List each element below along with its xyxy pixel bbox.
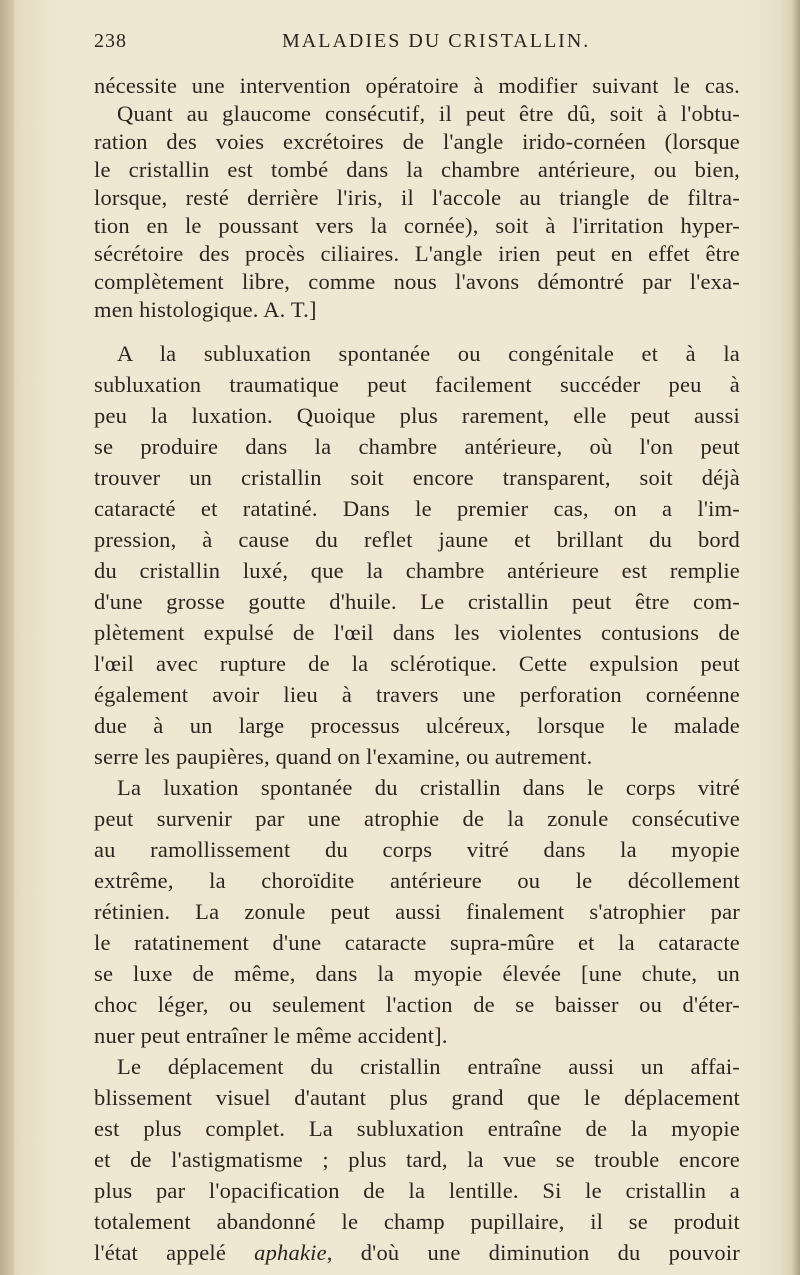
text-line: plètement expulsé de l'œil dans les violentes contusions de xyxy=(94,620,740,645)
text-line: blissement visuel d'autant plus grand que le déplacement xyxy=(94,1085,740,1110)
text-line: totalement abandonné le champ pupillaire, il se produit xyxy=(94,1209,740,1234)
text-line: complètement libre, comme nous l'avons démontré par l'exa- xyxy=(94,269,740,294)
text-line: Quant au glaucome consécutif, il peut être dû, soit à l'obtu- xyxy=(117,101,740,126)
running-title: MALADIES DU CRISTALLIN. xyxy=(282,30,591,52)
text-line: nuer peut entraîner le même accident]. xyxy=(94,1023,448,1048)
text-line: subluxation traumatique peut facilement succéder peu à xyxy=(94,372,740,397)
italic-term: aphakie xyxy=(254,1240,327,1265)
text-line: trouver un cristallin soit encore transparent, soit déjà xyxy=(94,465,740,490)
text-line: sécrétoire des procès ciliaires. L'angle irien peut en effet être xyxy=(94,241,740,266)
text-line: se produire dans la chambre antérieure, où l'on peut xyxy=(94,434,740,459)
text-line: est plus complet. La subluxation entraîne de la myopie xyxy=(94,1116,740,1141)
text-line: l'œil avec rupture de la sclérotique. Cette expulsion peut xyxy=(94,651,740,676)
text-line: peu la luxation. Quoique plus rarement, elle peut aussi xyxy=(94,403,740,428)
text-line: Le déplacement du cristallin entraîne aussi un affai- xyxy=(117,1054,740,1079)
text-line: plus par l'opacification de la lentille. Si le cristallin a xyxy=(94,1178,740,1203)
text-line: extrême, la choroïdite antérieure ou le décollement xyxy=(94,868,740,893)
page-header xyxy=(94,30,744,60)
text-line: lorsque, resté derrière l'iris, il l'accole au triangle de filtra- xyxy=(94,185,740,210)
final-line-start: l'état appelé xyxy=(94,1240,255,1265)
text-line: tion en le poussant vers la cornée), soit à l'irritation hyper- xyxy=(94,213,740,238)
page-number: 238 xyxy=(94,30,127,52)
text-line-final xyxy=(94,1239,740,1267)
text-line: rétinien. La zonule peut aussi finalement s'atrophier par xyxy=(94,899,740,924)
page-binding-shadow xyxy=(0,0,14,1275)
text-line: et de l'astigmatisme ; plus tard, la vue se trouble encore xyxy=(94,1147,740,1172)
text-line: peut survenir par une atrophie de la zonule consécutive xyxy=(94,806,740,831)
text-line: le cristallin est tombé dans la chambre antérieure, ou bien, xyxy=(94,157,740,182)
text-line: au ramollissement du corps vitré dans la myopie xyxy=(94,837,740,862)
text-line: cataracté et ratatiné. Dans le premier cas, on a l'im- xyxy=(94,496,740,521)
text-line: le ratatinement d'une cataracte supra-mûre et la cataracte xyxy=(94,930,740,955)
text-line: nécessite une intervention opératoire à modifier suivant le cas. xyxy=(94,73,740,98)
text-line: choc léger, ou seulement l'action de se baisser ou d'éter- xyxy=(94,992,740,1017)
page-edge-shadow xyxy=(792,0,800,1275)
final-line-end: , d'où une diminution du pouvoir xyxy=(326,1240,740,1265)
text-line: se luxe de même, dans la myopie élevée [une chute, un xyxy=(94,961,740,986)
text-line: du cristallin luxé, que la chambre antérieure est remplie xyxy=(94,558,740,583)
text-line: due à un large processus ulcéreux, lorsque le malade xyxy=(94,713,740,738)
text-line: ration des voies excrétoires de l'angle irido-cornéen (lorsque xyxy=(94,129,740,154)
text-line: pression, à cause du reflet jaune et brillant du bord xyxy=(94,527,740,552)
text-line: également avoir lieu à travers une perforation cornéenne xyxy=(94,682,740,707)
text-line: A la subluxation spontanée ou congénitale et à la xyxy=(117,341,740,366)
text-line: serre les paupières, quand on l'examine, ou autrement. xyxy=(94,744,593,769)
text-line: d'une grosse goutte d'huile. Le cristallin peut être com- xyxy=(94,589,740,614)
text-line: men histologique. A. T.] xyxy=(94,297,317,322)
text-line: La luxation spontanée du cristallin dans le corps vitré xyxy=(117,775,740,800)
